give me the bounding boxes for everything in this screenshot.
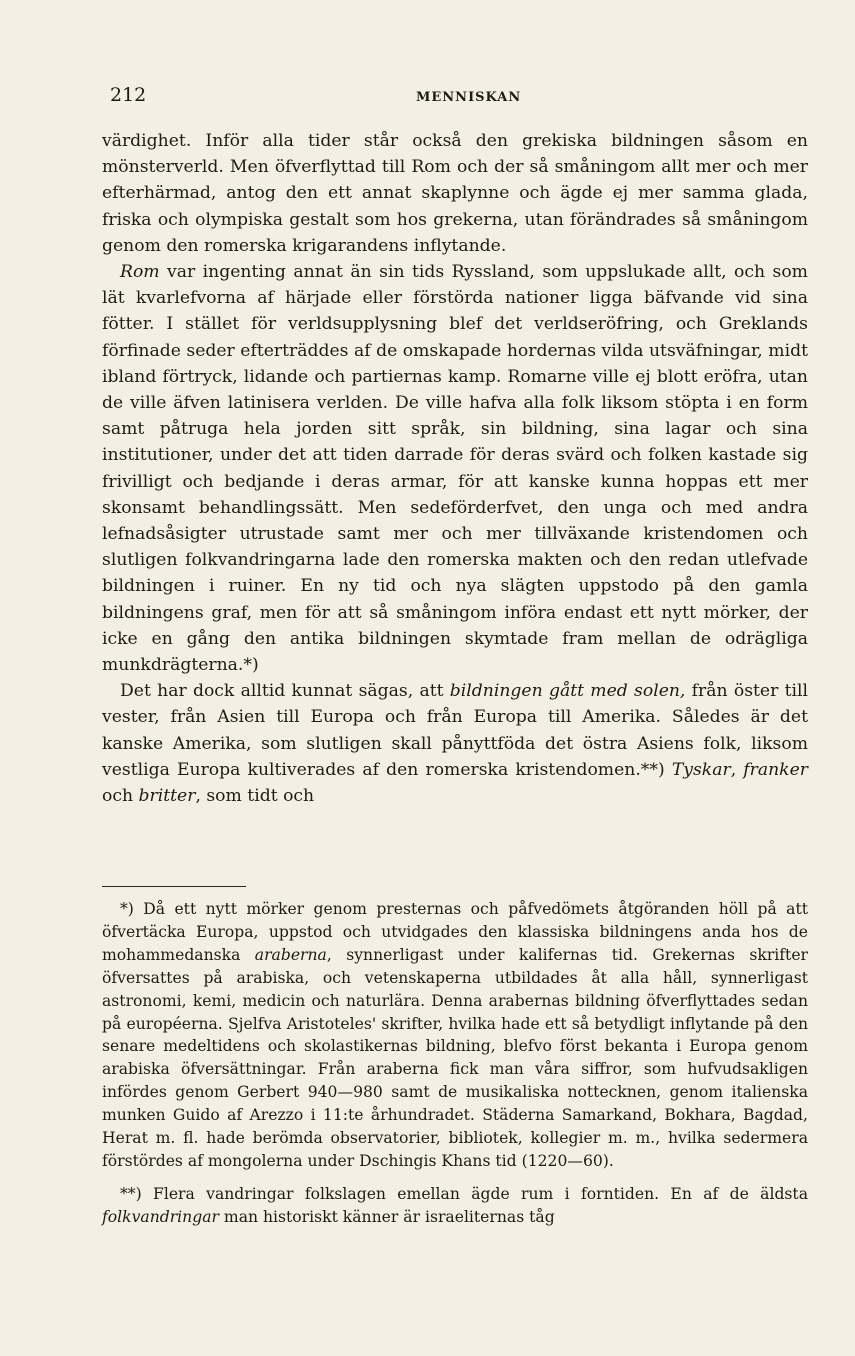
paragraph-3-a: Det har dock alltid kunnat sägas, att <box>120 681 450 702</box>
italic-folkvandringar: folkvandringar <box>102 1207 219 1226</box>
footnote-1-b: , synnerligast under kalifernas tid. Grekernas skrifter öfversattes på arabiska, och vetenskaperna utbildades åt alla håll, synnerligast astronomi, kemi, medicin och naturlära. Denna arabernas bildning öfverflyttades sedan på européerna. Sjelfva Aristoteles' skrifter, hvilka hade ett så betydligt inflytande på den senare medeltidens och skolastikernas bildning, blefvo först bekanta i Europa genom arabiska öfversättningar. Från araberna fick man våra siffror, som hufvudsakligen infördes genom Gerbert 940—980 samt de musikaliska nottecknen, genom italienska munken Guido af Arezzo i 11:te århundradet. Städerna Samarkand, Bokhara, Bagdad, Herat m. fl. hade berömda observatorier, bibliotek, kollegier m. m., hvilka sedermera förstördes af mongolerna under Dschingis Khans tid (1220—60). <box>102 945 808 1170</box>
paragraph-3-e: , som tidt och <box>195 786 315 807</box>
footnote-1 <box>102 898 808 1173</box>
italic-araberna: araberna <box>254 945 327 964</box>
italic-franker: franker <box>743 759 808 780</box>
paragraph-2-text: var ingenting annat än sin tids Ryssland, som uppslukade allt, och som lät kvarlefvorna af härjade eller förstörda nationer ligga bäfvande vid sina fötter. I stället för verldsupplysning blef det verldseröfring, och Greklands förfinade seder efterträddes af de omskapade hordernas vilda utsväfningar, midt ibland förtryck, lidande och partiernas kamp. Romarne ville ej blott eröfra, utan de ville äfven latinisera verlden. De ville hafva alla folk liksom stöpta i en form samt påtruga hela jorden sitt språk, sin bildning, sina lagar och sina institutioner, under det att tiden darrade för deras svärd och folken kastade sig frivilligt och bedjande i deras armar, för att kanske kunna hoppas ett mer skonsamt behandlingssätt. Men sedeförderfvet, den unga och med andra lefnadsåsigter utrustade samt mer och mer tillväxande kristendomen och slutligen folkvandringarna lade den romerska makten och den redan utlefvade bildningen i ruiner. En ny tid och nya slägten uppstodo på den gamla bildningens graf, men för att så småningom införa endast ett nytt mörker, der icke en gång den antika bildningen skymtade fram mellan de odrägliga munkdrägterna.*) <box>102 262 808 676</box>
footnote-2 <box>102 1183 808 1229</box>
main-text <box>102 128 808 809</box>
footnote-1-a: *) Då ett nytt mörker genom presternas och påfvedömets åtgöranden höll på att öfvertäcka Europa, uppstod och utvidgades den klassiska bildningens anda hos de mohammedanska <box>102 900 808 964</box>
footnote-2-a: **) Flera vandringar folkslagen emellan ägde rum i forntiden. En af de äldsta <box>120 1184 808 1203</box>
footnote-2-b: man historiskt känner är israeliternas tåg <box>218 1207 555 1226</box>
paragraph-3-c: , <box>730 759 744 780</box>
italic-tyskar: Tyskar <box>671 759 731 780</box>
footnote-divider <box>102 886 246 887</box>
paragraph-1: värdighet. Inför alla tider står också den grekiska bildningen såsom en mönsterverld. Men öfverflyttad till Rom och der så småningom allt mer och mer efterhärmad, antog den ett annat skaplynne och ägde ej mer samma glada, friska och olympiska gestalt som hos grekerna, utan förändrades så småningom genom den romerska krigarandens inflytande. <box>102 131 808 256</box>
italic-bildningen: bildningen gått med solen, <box>449 681 686 702</box>
paragraph-3-b: från öster till vester, från Asien till Europa och från Europa till Amerika. Således är det kanske Amerika, som slutligen skall pånyttföda det östra Asiens folk, liksom vestliga Europa kultiverades af den romerska kristendomen.**) <box>102 681 808 780</box>
italic-britter: britter <box>138 786 196 807</box>
page-number: 212 <box>110 84 147 106</box>
paragraph-3 <box>102 678 808 809</box>
paragraph-2 <box>102 259 808 678</box>
italic-rom: Rom <box>120 262 160 283</box>
running-title: MENNISKAN <box>416 90 522 105</box>
footnotes <box>102 898 808 1239</box>
paragraph-3-d: och <box>102 786 139 807</box>
